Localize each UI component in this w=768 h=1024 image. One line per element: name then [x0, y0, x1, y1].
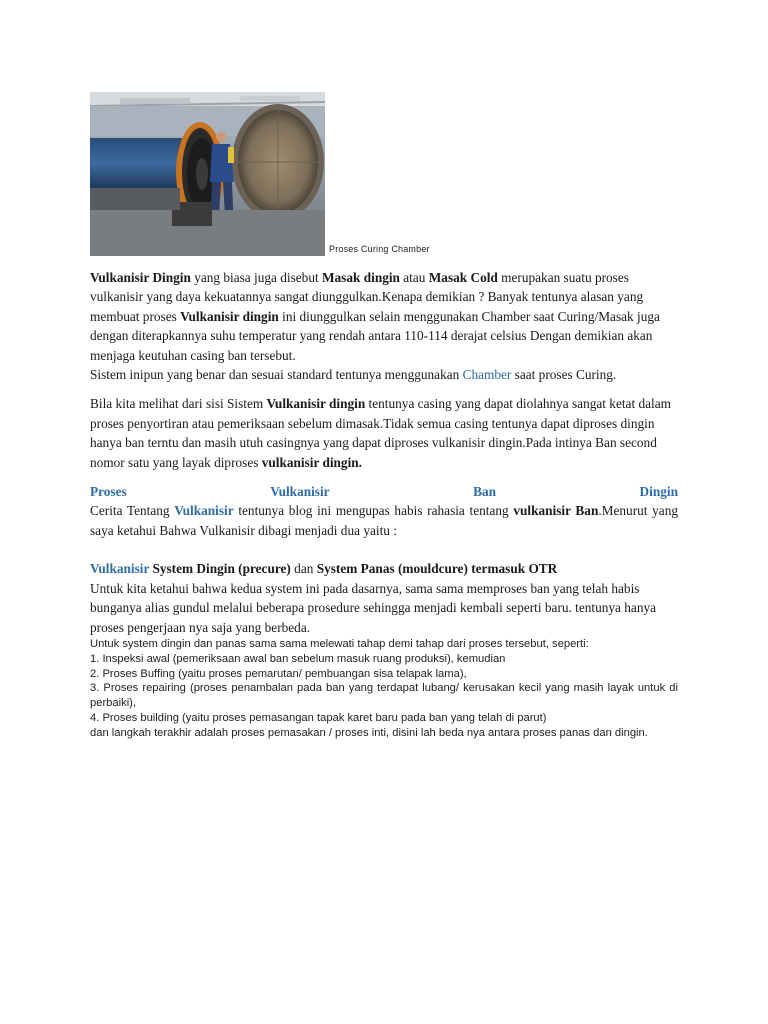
- link-vulkanisir[interactable]: Vulkanisir: [174, 503, 234, 519]
- curing-chamber-image: [90, 92, 325, 256]
- section-steps: [90, 637, 678, 741]
- term-system-panas: System Panas (mouldcure) termasuk OTR: [316, 561, 558, 577]
- term-vulkanisir-ban: vulkanisir Ban: [513, 503, 599, 519]
- text: atau: [399, 270, 429, 285]
- text: Bila kita melihat dari sisi Sistem: [90, 396, 267, 412]
- step-item: 4. Proses building (yaitu proses pemasangan tapak karet baru pada ban yang telah di parut): [90, 711, 547, 724]
- heading-word: Vulkanisir: [270, 484, 330, 500]
- text: tentunya blog ini mengupas habis rahasia tentang: [233, 503, 514, 519]
- link-chamber[interactable]: Chamber: [462, 367, 512, 383]
- heading-word: Dingin: [639, 484, 678, 500]
- text: ini diunggulkan selain menggunakan Chamber saat Curing/Masak juga dengan diterapkannya suhu temperatur yang rendah antara 110-114 derajat celsius Dengan demikian akan menjaga keutuhan casing ban tersebut.: [90, 308, 660, 363]
- figure-caption: Proses Curing Chamber: [329, 244, 430, 254]
- heading-word: Proses: [90, 484, 127, 500]
- term-system-dingin: System Dingin (precure): [149, 561, 291, 577]
- term-masak-dingin: Masak dingin: [321, 270, 400, 285]
- text: merupakan suatu proses vulkanisir yang daya kekuatannya sangat diunggulkan.Kenapa demikian ? Banyak tentunya alasan yang membuat proses: [90, 270, 644, 324]
- text: Cerita Tentang: [90, 503, 175, 519]
- document-page: [90, 92, 678, 740]
- steps-intro: Untuk system dingin dan panas sama sama melewati tahap demi tahap dari proses tersebut, seperti:: [90, 637, 589, 650]
- paragraph-cerita: [90, 501, 678, 540]
- term-vulkanisir-dingin: Vulkanisir dingin: [180, 308, 279, 324]
- paragraph-intro: [90, 268, 678, 384]
- step-item: 3. Proses repairing (proses penambalan pada ban yang terdapat lubang/ kerusakan kecil yang masih layak untuk di perbaiki),: [90, 682, 678, 710]
- photo-curing-chamber: [90, 92, 325, 256]
- paragraph-system-body: Untuk kita ketahui bahwa kedua system ini pada dasarnya, sama sama memproses ban yang telah habis bunganya alias gundul melalui beberapa prosedure sehingga menjadi kembali seperti baru. tentunya hanya proses pengerjaan nya saja yang berbeda.: [90, 580, 657, 635]
- step-item: 2. Proses Buffing (yaitu proses pemarutan/ pembuangan sisa telapak lama),: [90, 667, 467, 680]
- term-masak-cold: Masak Cold: [428, 270, 498, 285]
- section-system-heading: [90, 559, 678, 578]
- steps-outro: dan langkah terakhir adalah proses pemasakan / proses inti, disini lah beda nya antara proses panas dan dingin.: [90, 726, 648, 739]
- section-proses-vulkanisir: [90, 482, 678, 540]
- term-vulkanisir-dingin: Vulkanisir dingin: [266, 396, 366, 412]
- section-heading[interactable]: [90, 482, 678, 501]
- link-vulkanisir[interactable]: Vulkanisir: [90, 561, 150, 577]
- term-vulkanisir-dingin: vulkanisir dingin.: [261, 454, 362, 470]
- term-vulkanisir-dingin: Vulkanisir Dingin: [90, 270, 191, 285]
- text: yang biasa juga disebut: [190, 270, 322, 285]
- text: dan: [290, 561, 317, 577]
- step-item: 1. Inspeksi awal (pemeriksaan awal ban sebelum masuk ruang produksi), kemudian: [90, 652, 506, 665]
- section-system: [90, 559, 678, 637]
- text: .Menurut yang saya ketahui Bahwa Vulkanisir dibagi menjadi dua yaitu :: [90, 503, 678, 538]
- figure: [90, 92, 678, 256]
- text: tentunya casing yang dapat diolahnya sangat ketat dalam proses penyortiran atau pemeriksaan sebelum dimasak.Tidak semua casing tentunya dapat diproses dingin hanya ban terntu dan masih utuh casingnya yang dapat diproses vulkanisir dingin.Pada intinya Ban second nomor satu yang layak diproses: [90, 396, 671, 470]
- heading-word: Ban: [473, 484, 497, 500]
- paragraph-sistem: [90, 394, 678, 472]
- text: Sistem inipun yang benar dan sesuai standard tentunya menggunakan: [90, 367, 463, 383]
- text: saat proses Curing.: [511, 367, 617, 383]
